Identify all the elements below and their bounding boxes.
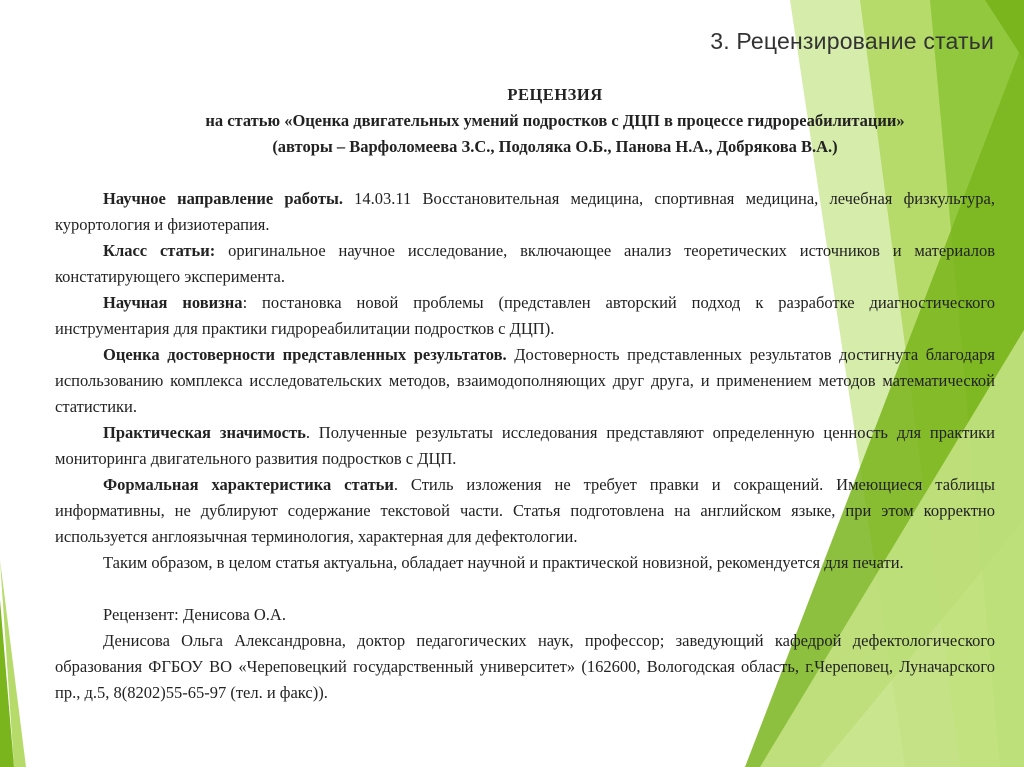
article-authors: (авторы – Варфоломеева З.С., Подоляка О.Б., Панова Н.А., Добрякова В.А.) xyxy=(272,137,838,156)
review-document xyxy=(55,82,995,706)
paragraph-formal: Формальная характеристика статьи. Стиль изложения не требует правки и сокращений. Имеющиеся таблицы информативны, не дублируют содержание текстовой части. Статья подготовлена на английском языке, при этом корректно используется англоязычная терминология, характерная для дефектологии. xyxy=(55,475,995,546)
reviewer-line: Рецензент: Денисова О.А. xyxy=(103,605,286,624)
review-title: РЕЦЕНЗИЯ xyxy=(507,85,603,104)
paragraph-class: Класс статьи: оригинальное научное исследование, включающее анализ теоретических источников и материалов констатирующего эксперимента. xyxy=(55,241,995,286)
paragraph-direction: Научное направление работы. 14.03.11 Восстановительная медицина, спортивная медицина, лечебная физкультура, курортология и физиотерапия. xyxy=(55,189,995,234)
paragraph-novelty: Научная новизна: постановка новой проблемы (представлен авторский подход к разработке диагностического инструментария для практики гидрореабилитации подростков с ДЦП). xyxy=(55,293,996,338)
review-heading xyxy=(55,82,995,160)
review-body xyxy=(55,186,995,706)
article-subtitle: на статью «Оценка двигательных умений подростков с ДЦП в процессе гидрореабилитации» xyxy=(205,111,905,130)
reviewer-details: Денисова Ольга Александровна, доктор педагогических наук, профессор; заведующий кафедрой дефектологического образования ФГБОУ ВО «Череповецкий государственный университет» (162600, Вологодская область, г.Череповец, Луначарского пр., д.5, 8(8202)55-65-97 (тел. и факс)). xyxy=(55,631,995,702)
paragraph-significance: Практическая значимость. Полученные результаты исследования представляют определенную ценность для практики мониторинга двигательного развития подростков с ДЦП. xyxy=(55,423,995,468)
paragraph-conclusion: Таким образом, в целом статья актуальна, обладает научной и практической новизной, рекомендуется для печати. xyxy=(103,553,904,572)
paragraph-reliability: Оценка достоверности представленных результатов. Достоверность представленных результатов достигнута благодаря использованию комплекса исследовательских методов, взаимодополняющих друг друга, и применением методов математической статистики. xyxy=(55,345,996,416)
slide-title: 3. Рецензирование статьи xyxy=(710,28,994,54)
